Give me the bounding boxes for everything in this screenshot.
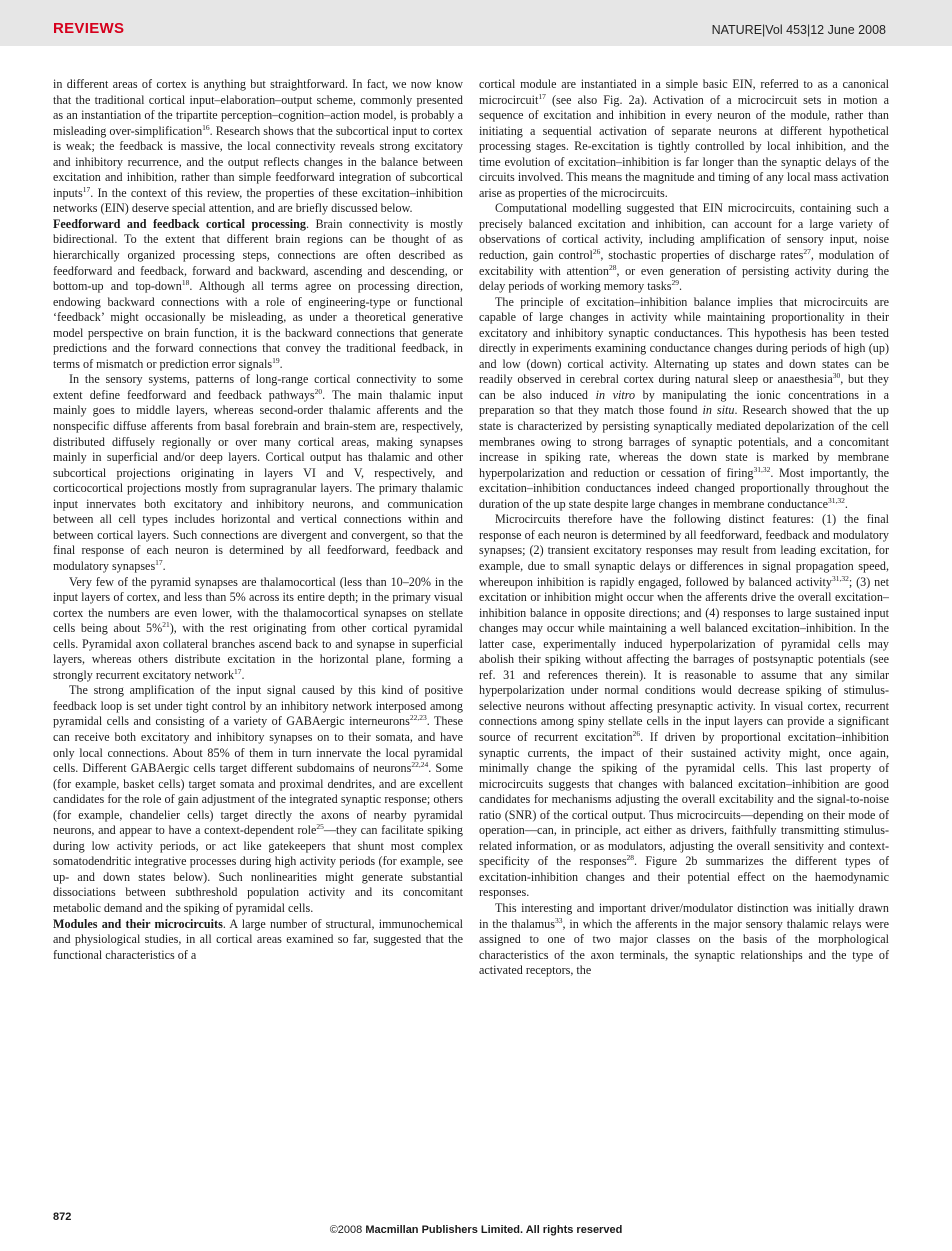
paragraph xyxy=(53,917,463,964)
text-run: The strong amplification of the input signal caused by this kind of positive feedback loop is set under tight control by an inhibitory network interposed among pyramidal cells and consisting of a variety of GABAergic interneurons xyxy=(53,683,463,729)
text-run: . Research shows that the subcortical input to cortex is weak; the feedback is massive, the local connectivity reveals strong excitatory and inhibitory recurrence, and the output reflects changes in the balance between excitation and inhibition, rather than simple feedforward integration of subcortical inputs xyxy=(53,123,463,200)
paragraph xyxy=(53,575,463,684)
copyright-text: Macmillan Publishers Limited. All rights reserved xyxy=(365,1224,623,1236)
paragraph xyxy=(479,295,889,513)
citation-ref: 26 xyxy=(592,246,601,256)
text-run: . xyxy=(679,279,683,294)
paragraph xyxy=(479,512,889,901)
text-run: This interesting and important driver/modulator distinction was initially drawn in the thalamus xyxy=(479,900,889,931)
citation-ref: 21 xyxy=(162,620,170,630)
text-run: (see also Fig. 2a). Activation of a microcircuit sets in motion a sequence of excitation and inhibition in every neuron of the module, rather than initiating a sequential activation of separate neurons at different hypothetical processing stages. Re-excitation is tightly controlled by local inhibition, and the time evolution of excitation–inhibition is far longer than the synaptic delays of the circuits involved. This means the magnitude and timing of any local mass activation arise as properties of the microcircuits. xyxy=(479,92,889,200)
citation-ref: 31,32 xyxy=(832,573,849,583)
citation-ref: 17 xyxy=(82,184,91,194)
italic-term: in vitro xyxy=(595,387,636,402)
text-run: . A large number of structural, immunochemical and physiological studies, in all cortical areas examined so far, suggested that the functional characteristics of a xyxy=(53,916,463,962)
text-run: , but they can be also induced xyxy=(479,372,890,402)
text-run: The principle of excitation–inhibition balance implies that microcircuits are capable of large changes in activity while maintaining proportionality in their excitatory and inhibitory synaptic conductances. This hypothesis has been tested directly in experiments examining conductance changes during periods of high (up) and low (down) cortical activity. Alternating up states and down states can be readily observed in cerebral cortex during natural sleep or anaesthesia xyxy=(479,294,889,387)
right-column xyxy=(479,77,889,979)
text-run: . Brain connectivity is mostly bidirectional. To the extent that different brain regions can be thought of as hierarchically organized processing steps, connections are often described as feedforward and feedback, forward and backward, ascending and descending, or bottom-up and top-down xyxy=(53,216,463,294)
text-run: . If driven by proportional excitation–inhibition synaptic currents, the impact of their sustained activity might, once again, minimally change the spiking of the pyramidal cells. This last property of microcircuits suggests that changes with balanced excitation–inhibition are good candidates for mechanisms adjusting the overall excitability and the signal-to-noise ratio (SNR) of the cortical output. Thus microcircuits—depending on their mode of operation—can, in principle, act either as drivers, faithfully transmitting stimulus-related information, or as modulators, adjusting the overall sensitivity and context-specificity of the responses xyxy=(479,729,889,869)
citation-ref: 17 xyxy=(155,557,163,567)
citation-ref: 17 xyxy=(234,666,242,676)
paragraph xyxy=(53,372,463,574)
citation-ref: 31,32 xyxy=(753,464,771,474)
text-run: , modulation of excitability with attention xyxy=(479,248,889,278)
page-header xyxy=(0,0,952,46)
text-run: . In the context of this review, the properties of these excitation–inhibition networks (EIN) deserve special attention, and are briefly discussed below. xyxy=(53,185,463,216)
text-run: Computational modelling suggested that EIN microcircuits, containing such a precisely balanced excitation and inhibition, can account for a large variety of observations of cortical activity, including amplification of sensory input, noise reduction, gain control xyxy=(479,201,889,263)
text-run: . Some (for example, basket cells) target somata and proximal dendrites, and are excellent candidates for the role of gain adjustment of the integrated synaptic response; others (for example, chandelier cells) target directly the axons of nearby pyramidal neurons, and appear to have a context-dependent role xyxy=(53,761,463,838)
paragraph-heading: Feedforward and feedback cortical processing xyxy=(53,216,306,231)
citation-ref: 25 xyxy=(316,822,324,832)
citation-ref: 27 xyxy=(803,246,811,256)
text-run: by manipulating the ionic concentrations in a preparation so that they match those found xyxy=(479,387,889,418)
paragraph xyxy=(53,217,463,372)
text-run: ), with the rest originating from other cortical pyramidal cells. Pyramidal axon collateral branches ascend back to and synapse in superficial layers, whereas others distribute excitation in the horizontal plane, forming a strongly recurrent excitatory network xyxy=(53,621,464,682)
citation-ref: 28 xyxy=(626,853,635,863)
citation-ref: 22,24 xyxy=(411,760,429,770)
text-run: . Most importantly, the excitation–inhibition conductances indeed changed proportionally throughout the duration of the up state despite large changes in membrane conductance xyxy=(479,465,889,511)
journal-info: NATURE|Vol 453|12 June 2008 xyxy=(711,23,886,37)
copyright-notice xyxy=(0,1224,952,1236)
section-label: REVIEWS xyxy=(53,20,125,37)
text-run: , in which the afferents in the major sensory thalamic relays were assigned to one of two major classes on the basis of the morphological characteristics of the axon terminals, the synaptic relationships and the type of activated receptors, the xyxy=(479,916,889,978)
citation-ref: 20 xyxy=(314,386,323,396)
text-run: . xyxy=(844,496,848,511)
citation-ref: 22,23 xyxy=(409,713,427,723)
text-run: . xyxy=(162,558,166,573)
citation-ref: 26 xyxy=(632,728,641,738)
text-run: cortical module are instantiated in a simple basic EIN, referred to as a canonical microcircuit xyxy=(479,77,889,107)
citation-ref: 29 xyxy=(671,278,680,288)
text-run: in different areas of cortex is anything but straightforward. In fact, we now know that the traditional cortical input–elaboration–output scheme, commonly presented as an instantiation of the tripartite perception–cognition–action model, is probably a misleading over-simplification xyxy=(53,77,463,138)
text-run: , stochastic properties of discharge rates xyxy=(600,248,804,263)
text-run: . xyxy=(279,356,283,371)
citation-ref: 28 xyxy=(608,262,617,272)
citation-ref: 17 xyxy=(538,91,546,101)
text-run: . Figure 2b summarizes the different types of excitation-inhibition changes and their potential effect on the haemodynamic responses. xyxy=(479,854,889,900)
copyright-year: ©2008 xyxy=(329,1224,363,1236)
citation-ref: 19 xyxy=(272,355,280,365)
citation-ref: 31,32 xyxy=(828,495,845,505)
paragraph xyxy=(479,77,889,201)
paragraph xyxy=(479,201,889,294)
citation-ref: 18 xyxy=(181,278,190,288)
text-run: , or even generation of persisting activity during the delay periods of working memory tasks xyxy=(479,263,889,294)
text-run: Very few of the pyramid synapses are thalamocortical (less than 10–20% in the input layers of cortex, and less than 5% across its entire depth; in the primary visual cortex the numbers are even lower, with the thalamocortical synapses on stellate cells being about 5% xyxy=(53,574,463,636)
text-run: ; (3) net excitation or inhibition might occur when the afferents drive the overall excitation–inhibition balance in opposite directions; and (4) responses to large sustained input changes may occur while maintaining a well balanced excitation–inhibition. In the latter case, experimentally induced hyperpolarization of pyramidal cells may abolish their spiking without affecting the barrages of postsynaptic potentials (see ref. 31 and references therein). It is reasonable to assume that any similar hyperpolarization under normal conditions would decrease spiking of stimulus-selective neurons without affecting presynaptic activity. In visual cortex, recurrent connections among spiny stellate cells in the input layers can provide a significant source of recurrent excitation xyxy=(479,574,889,744)
text-run: . Although all terms agree on processing direction, endowing backward connections with a role of engineering-type or functional ‘feedback’ might occasionally be misleading, as under a theoretical generative model perspective on brain function, it is the backward connections that generate predictions and the forward connections that convey the traditional feedback, in terms of mismatch or prediction error signals xyxy=(53,279,463,371)
text-run: . Research showed that the up state is characterized by persisting synaptically mediated depolarization of the cell membranes owing to strong barrages of synaptic potentials, and a concomitant increase in spiking rate, whereas the down state is marked by membrane hyperpolarization and reduction or cessation of firing xyxy=(479,403,889,480)
text-run: . xyxy=(241,667,245,682)
italic-term: in situ xyxy=(702,403,735,418)
paragraph-heading: Modules and their microcircuits xyxy=(53,916,223,931)
paragraph xyxy=(53,683,463,916)
citation-ref: 30 xyxy=(832,371,841,381)
paragraph xyxy=(53,77,463,217)
citation-ref: 33 xyxy=(554,915,563,925)
paragraph xyxy=(479,901,889,979)
page-number: 872 xyxy=(53,1211,72,1223)
left-column xyxy=(53,77,463,963)
citation-ref: 16 xyxy=(202,122,210,132)
text-run: —they can facilitate spiking during low activity periods, or act like gatekeepers that shunt most complex somatodendritic integrative processes during high activity periods (for example, see up- and down states below). Such nonlinearities might generate substantial dissociations between subthreshold population activity and its concomitant metabolic demand and the spiking of pyramidal cells. xyxy=(53,823,464,915)
text-run: In the sensory systems, patterns of long-range cortical connectivity to some extent define feedforward and feedback pathways xyxy=(53,372,463,402)
text-run: . These can receive both excitatory and inhibitory synapses on to their somata, and have only local connections. About 85% of them in turn innervate the local pyramidal cells. Different GABAergic cells target different subdomains of neurons xyxy=(53,714,463,776)
text-run: . The main thalamic input mainly goes to middle layers, whereas second-order thalamic afferents and the nonspecific diffuse afferents from basal forebrain and brain-stem are, respectively, distributed diffusely regionally or over many cortical areas, making synapses mainly in superficial and/or deep layers. Cortical output has thalamic and other subcortical projections originating in layers VI and V, respectively, and corticocortical projections mostly from supragranular layers. The primary thalamic input innervates both excitatory and inhibitory neurons, and communication between all cell types includes horizontal and vertical connections within and between cortical layers. Such connections are divergent and convergent, so that the final response of each neuron is determined by all feedforward, feedback and modulatory synapses xyxy=(53,387,463,573)
text-run: Microcircuits therefore have the following distinct features: (1) the final response of each neuron is determined by all feedforward, feedback and modulatory synapses; (2) transient excitatory responses may result from leading excitation, for example, due to small synaptic delays or differences in signal propagation speed, whereupon inhibition is rapidly engaged, followed by balanced activity xyxy=(479,512,889,589)
